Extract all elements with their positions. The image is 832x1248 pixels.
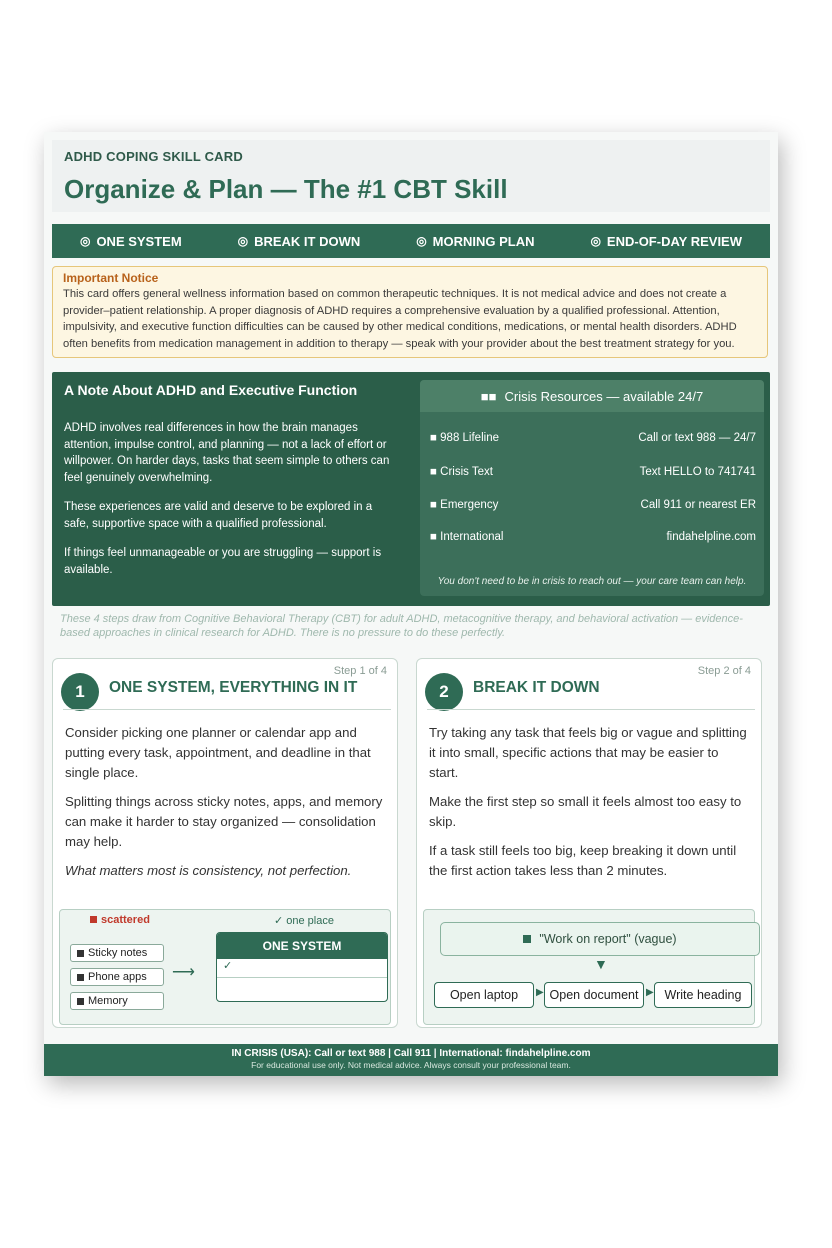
step-number-badge: 2 <box>425 673 463 711</box>
small-task-box: Write heading <box>654 982 752 1008</box>
adhd-note-paragraph: If things feel unmanageable or you are struggling — support is available. <box>64 547 382 576</box>
pill-label: MORNING PLAN <box>432 233 535 249</box>
crisis-row-name: ■ 988 Lifeline <box>430 432 499 444</box>
adhd-note-paragraph: ADHD involves real differences in how the brain manages attention, impulse control, and planning — not a lack of effort or willpower. On harder days, tasks that seem simple to others can feel genuinely overwhelming. <box>64 422 390 484</box>
target-icon: ◎ <box>590 234 601 248</box>
crisis-row <box>430 428 756 448</box>
divider <box>63 709 391 710</box>
crisis-footer <box>44 1044 778 1076</box>
card-eyebrow: ADHD COPING SKILL CARD <box>64 149 243 164</box>
crisis-row-name: ■ Emergency <box>430 499 499 511</box>
scattered-chip: Sticky notes <box>70 944 164 962</box>
step-paragraph: Try taking any task that feels big or vague and splitting it into small, specific actions that may be easier to start. <box>429 725 747 780</box>
notice-body: This card offers general wellness information based on common therapeutic techniques. It is not medical advice and does not create a provider–patient relationship. A proper diagnosis of ADHD requires a comprehensive evaluation by a qualified professional. Attention, impulsivity, and executive function difficulties can be caused by other medical conditions, medications, or mental health disorders. ADHD often benefits from medication management in addition to therapy — speak with your provider about the best treatment strategy for you. <box>63 288 737 350</box>
adhd-note-panel <box>52 372 770 606</box>
crisis-row-value: Call 911 or nearest ER <box>640 499 756 511</box>
step-paragraph: Make the first step so small it feels almost too easy to skip. <box>429 794 742 829</box>
arrow-right-icon: ▶ <box>536 987 544 998</box>
pill-label: END-OF-DAY REVIEW <box>606 233 742 249</box>
step-card-one-system <box>52 658 398 1028</box>
target-icon: ◎ <box>79 234 91 248</box>
step-paragraph: Consider picking one planner or calendar app and putting every task, appointment, and deadline in that single place. <box>65 725 371 780</box>
step-emphasis: What matters most is consistency, not perfection. <box>65 863 352 878</box>
adhd-note-paragraph: These experiences are valid and deserve to be explored in a safe, supportive space with a qualified professional. <box>64 501 373 530</box>
scattered-chip: Memory <box>70 992 164 1010</box>
square-icon <box>523 935 531 943</box>
crisis-row-name: ■ Crisis Text <box>430 466 493 478</box>
bullet-icon: ■ <box>430 499 441 511</box>
arrow-right-icon: ⟶ <box>172 964 195 981</box>
step-body <box>65 723 387 890</box>
small-task-box: Open document <box>544 982 644 1008</box>
crisis-footer-note: You don't need to be in crisis to reach out — your care team can help. <box>437 576 747 587</box>
adhd-note-title: A Note About ADHD and Executive Function <box>64 382 358 398</box>
step-number-badge: 1 <box>61 673 99 711</box>
one-system-box-title: ONE SYSTEM <box>217 933 387 959</box>
adhd-note-body <box>64 420 394 591</box>
coping-skill-card <box>44 132 778 1076</box>
crisis-header <box>420 380 764 412</box>
crisis-title: Crisis Resources — available 24/7 <box>504 388 704 404</box>
crisis-row-value: Call or text 988 — 24/7 <box>638 432 756 444</box>
bullet-icon: ■ <box>430 432 441 444</box>
pill-label: ONE SYSTEM <box>96 233 182 249</box>
step-progress-label: Step 1 of 4 <box>333 665 387 677</box>
bullet-icon: ■ <box>430 466 441 478</box>
divider <box>427 709 755 710</box>
step-card-break-it-down <box>416 658 762 1028</box>
crisis-row <box>430 495 756 515</box>
crisis-row-value: Text HELLO to 741741 <box>639 466 756 478</box>
one-place-label: ✓ one place <box>274 915 334 927</box>
step-title: BREAK IT DOWN <box>473 679 600 696</box>
crisis-row <box>430 462 756 482</box>
bullet-icon: ■ <box>430 531 441 543</box>
one-system-box <box>216 932 388 1002</box>
scattered-label: scattered <box>90 914 150 926</box>
break-down-illustration <box>423 909 755 1025</box>
pill-morning-plan <box>416 234 534 249</box>
crisis-resources-box <box>420 380 764 596</box>
bullet-icon: ■■ <box>480 388 497 404</box>
red-square-icon <box>90 916 97 923</box>
card-header <box>52 140 770 212</box>
target-icon: ◎ <box>416 234 427 248</box>
crisis-row-value: findahelpline.com <box>666 531 756 543</box>
arrow-down-icon: ▼ <box>594 956 608 972</box>
step-paragraph: Splitting things across sticky notes, apps, and memory can make it harder to stay organized — consolidation may help. <box>65 794 383 849</box>
scattered-chip: Phone apps <box>70 968 164 986</box>
pill-break-it-down <box>238 234 361 249</box>
pill-end-of-day-review <box>590 234 742 249</box>
target-icon: ◎ <box>237 234 249 248</box>
pill-one-system <box>80 234 182 249</box>
pill-label: BREAK IT DOWN <box>254 233 361 249</box>
step-title: ONE SYSTEM, EVERYTHING IN IT <box>109 679 358 696</box>
crisis-row <box>430 527 756 547</box>
evidence-note: These 4 steps draw from Cognitive Behavioral Therapy (CBT) for adult ADHD, metacognitive therapy, and behavioral activation — evidence-based approaches in clinical research for ADHD. There is no pressure to do these perfectly. <box>60 613 743 639</box>
card-title: Organize & Plan — The #1 CBT Skill <box>64 174 508 204</box>
vague-task-box: "Work on report" (vague) <box>440 922 760 956</box>
footer-disclaimer: For educational use only. Not medical advice. Always consult your professional team. <box>251 1060 571 1070</box>
one-system-illustration <box>59 909 391 1025</box>
crisis-row-name: ■ International <box>430 531 504 543</box>
notice-title: Important Notice <box>63 271 159 285</box>
square-icon <box>77 950 84 957</box>
important-notice <box>52 266 768 358</box>
step-body <box>429 723 751 890</box>
square-icon <box>77 998 84 1005</box>
square-icon <box>77 974 84 981</box>
step-progress-label: Step 2 of 4 <box>697 665 751 677</box>
check-icon: ✓ <box>217 959 387 978</box>
skill-pill-bar <box>52 224 770 258</box>
footer-crisis-line: IN CRISIS (USA): Call or text 988 | Call 911 | International: findahelpline.com <box>231 1048 591 1059</box>
arrow-right-icon: ▶ <box>646 987 654 998</box>
step-paragraph: If a task still feels too big, keep breaking it down until the first action takes less than 2 minutes. <box>429 843 737 878</box>
small-task-box: Open laptop <box>434 982 534 1008</box>
